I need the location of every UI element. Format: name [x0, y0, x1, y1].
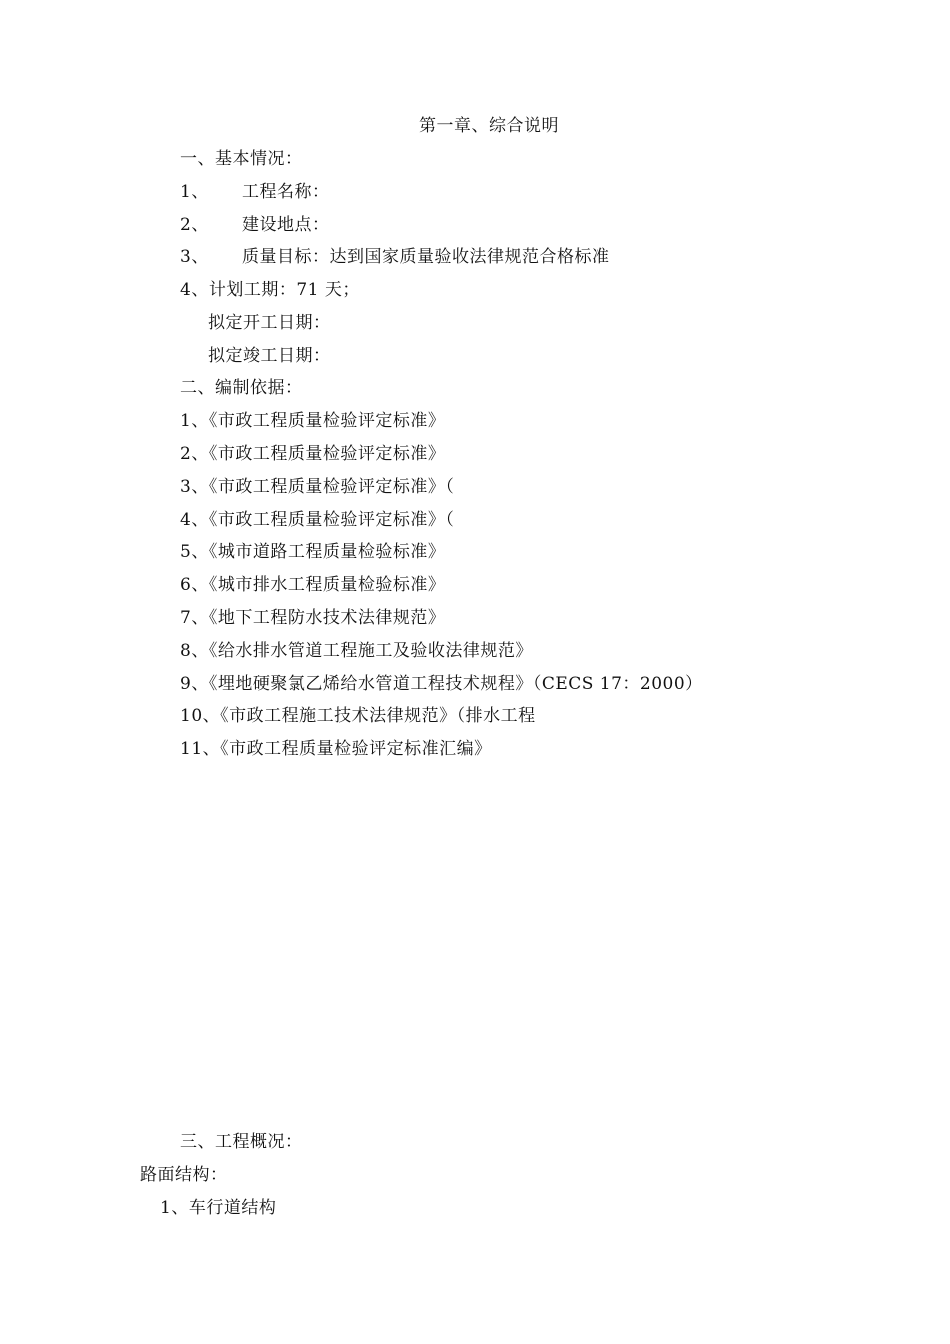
reference-item: 9、《埋地硬聚氯乙烯给水管道工程技术规程》（CECS 17：2000）: [180, 674, 703, 694]
project-name-label: 工程名称：: [242, 182, 330, 202]
reference-item: 1、《市政工程质量检验评定标准》: [180, 411, 446, 431]
chapter-title: 第一章、综合说明: [419, 116, 559, 136]
planned-schedule: 4、计划工期：71 天；: [180, 280, 360, 300]
reference-item: 2、《市政工程质量检验评定标准》: [180, 444, 446, 464]
lane-structure-item: 1、车行道结构: [160, 1198, 277, 1218]
item-number: 1、: [180, 182, 209, 202]
quality-target: 质量目标：达到国家质量验收法律规范合格标准: [242, 247, 610, 267]
reference-item: 6、《城市排水工程质量检验标准》: [180, 575, 446, 595]
reference-item: 5、《城市道路工程质量检验标准》: [180, 542, 446, 562]
list-item: [180, 214, 330, 236]
planned-end-date: 拟定竣工日期：: [208, 346, 331, 366]
list-item: [180, 181, 330, 203]
reference-item: 8、《给水排水管道工程施工及验收法律规范》: [180, 641, 533, 661]
list-item: [180, 246, 610, 268]
reference-item: 10、《市政工程施工技术法律规范》（排水工程: [180, 706, 536, 726]
item-number: 2、: [180, 215, 209, 235]
reference-item: 3、《市政工程质量检验评定标准》（: [180, 477, 455, 497]
reference-item: 11、《市政工程质量检验评定标准汇编》: [180, 739, 492, 759]
reference-item: 4、《市政工程质量检验评定标准》（: [180, 510, 455, 530]
item-number: 3、: [180, 247, 209, 267]
section2-heading: 二、编制依据：: [180, 378, 303, 398]
section3-heading: 三、工程概况：: [180, 1132, 303, 1152]
planned-start-date: 拟定开工日期：: [208, 313, 331, 333]
construction-site-label: 建设地点：: [242, 215, 330, 235]
reference-item: 7、《地下工程防水技术法律规范》: [180, 608, 446, 628]
section1-heading: 一、基本情况：: [180, 149, 303, 169]
road-structure-heading: 路面结构：: [140, 1165, 228, 1185]
